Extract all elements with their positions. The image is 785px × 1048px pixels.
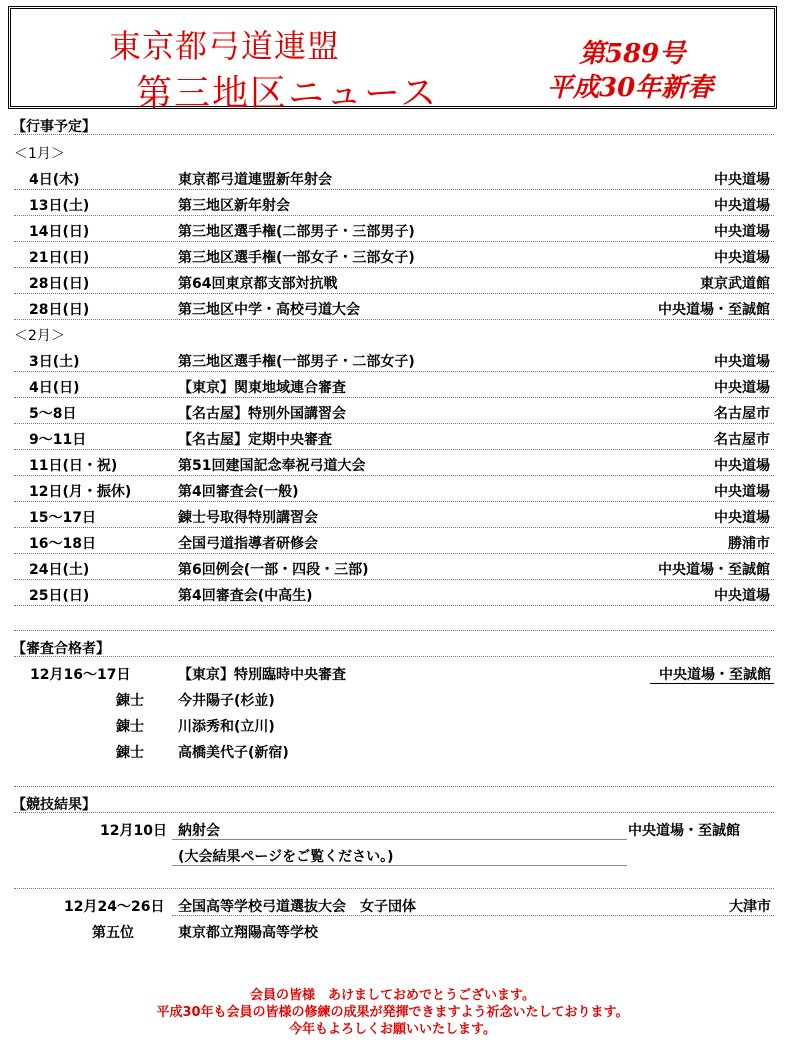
- schedule-venue: 名古屋市: [714, 406, 770, 422]
- schedule-event: 第51回建国記念奉祝弓道大会: [178, 458, 366, 474]
- schedule-event: 第6回例会(一部・四段・三部): [178, 562, 369, 578]
- schedule-venue: 中央道場: [714, 198, 770, 214]
- issue-season: 平成30年新春: [547, 73, 714, 103]
- passer-rank: 錬士: [116, 719, 144, 735]
- divider: [14, 656, 774, 657]
- schedule-row: [14, 216, 774, 242]
- schedule-date: 12日(月・振休): [29, 484, 132, 500]
- schedule-venue: 中央道場・至誠館: [658, 562, 770, 578]
- passer-name: 今井陽子(杉並): [178, 693, 275, 709]
- schedule-event: 【東京】関東地域連合審査: [178, 380, 346, 396]
- schedule-event: 錬士号取得特別講習会: [178, 510, 318, 526]
- schedule-venue: 中央道場: [714, 354, 770, 370]
- schedule-event: 第三地区中学・高校弓道大会: [178, 302, 360, 318]
- schedule-row: [14, 502, 774, 528]
- schedule-venue: 中央道場・至誠館: [658, 302, 770, 318]
- exam-venue: 中央道場・至誠館: [659, 667, 771, 683]
- schedule-date: 4日(日): [29, 380, 80, 396]
- divider: [14, 134, 774, 135]
- schedule-event: 全国弓道指導者研修会: [178, 536, 318, 552]
- exam-date: 12月16～17日: [30, 667, 131, 683]
- schedule-row: [14, 398, 774, 424]
- divider: [172, 915, 774, 916]
- result-date: 12月10日: [100, 823, 167, 839]
- schedule-row: [14, 294, 774, 320]
- schedule-date: 5～8日: [29, 406, 77, 422]
- schedule-date: 9～11日: [29, 432, 87, 448]
- result-date: 12月24～26日: [64, 899, 165, 915]
- divider: [14, 630, 774, 631]
- greeting-line2: 平成30年も会員の皆様の修練の成果が発揮できますよう祈念いたしております。: [156, 1005, 629, 1020]
- schedule-venue: 中央道場: [714, 588, 770, 604]
- schedule-date: 16～18日: [29, 536, 96, 552]
- schedule-date: 4日(木): [29, 172, 80, 188]
- schedule-venue: 中央道場: [714, 224, 770, 240]
- schedule-event: 第三地区選手権(一部女子・三部女子): [178, 250, 415, 266]
- divider: [172, 839, 627, 840]
- exam-event: 【東京】特別臨時中央審査: [178, 667, 346, 683]
- schedule-date: 13日(土): [29, 198, 90, 214]
- schedule-row: [14, 528, 774, 554]
- schedule-row: [14, 372, 774, 398]
- divider: [172, 865, 627, 866]
- schedule-event: 第4回審査会(中高生): [178, 588, 313, 604]
- schedule-date: 28日(日): [29, 302, 90, 318]
- title-line1: 東京都弓道連盟: [109, 27, 341, 65]
- schedule-row: [14, 424, 774, 450]
- divider: [14, 888, 774, 889]
- schedule-event: 東京都弓道連盟新年射会: [178, 172, 332, 188]
- divider: [14, 812, 774, 813]
- result-school: 東京都立翔陽高等学校: [178, 925, 318, 941]
- schedule-venue: 中央道場: [714, 458, 770, 474]
- greeting-line3: 今年もよろしくお願いいたします。: [289, 1022, 496, 1037]
- schedule-row: [14, 268, 774, 294]
- divider: [650, 683, 774, 684]
- schedule-date: 25日(日): [29, 588, 90, 604]
- schedule-event: 第三地区選手権(一部男子・二部女子): [178, 354, 415, 370]
- schedule-venue: 勝浦市: [728, 536, 770, 552]
- schedule-event: 第三地区新年射会: [178, 198, 290, 214]
- result-venue: 大津市: [729, 899, 771, 915]
- result-venue: 中央道場・至誠館: [628, 823, 740, 839]
- schedule-row: [14, 580, 774, 606]
- result-note: (大会結果ページをご覧ください。): [178, 849, 394, 865]
- schedule-date: 24日(土): [29, 562, 90, 578]
- passers-heading: 【審査合格者】: [12, 641, 110, 657]
- schedule-row: [14, 476, 774, 502]
- schedule-heading: 【行事予定】: [12, 119, 96, 135]
- schedule-venue: 東京武道館: [700, 276, 770, 292]
- passer-name: 川添秀和(立川): [178, 719, 275, 735]
- schedule-venue: 中央道場: [714, 380, 770, 396]
- schedule-row: [14, 242, 774, 268]
- schedule-row: [14, 450, 774, 476]
- issue-number: 第589号: [579, 39, 686, 69]
- schedule-date: 21日(日): [29, 250, 90, 266]
- greeting-line1: 会員の皆様 あけましておめでとうございます。: [250, 988, 535, 1003]
- schedule-event: 第64回東京都支部対抗戦: [178, 276, 338, 292]
- passer-rank: 錬士: [116, 693, 144, 709]
- schedule-date: 28日(日): [29, 276, 90, 292]
- schedule-venue: 中央道場: [714, 484, 770, 500]
- result-event: 全国高等学校弓道選抜大会 女子団体: [178, 899, 416, 915]
- title-line2: 第三地区ニュース: [136, 73, 439, 114]
- schedule-event: 第4回審査会(一般): [178, 484, 299, 500]
- schedule-event: 第三地区選手権(二部男子・三部男子): [178, 224, 415, 240]
- schedule-row: [14, 554, 774, 580]
- result-place: 第五位: [92, 925, 134, 941]
- schedule-row: [14, 190, 774, 216]
- schedule-row: [14, 164, 774, 190]
- schedule-venue: 中央道場: [714, 510, 770, 526]
- schedule-date: 14日(日): [29, 224, 90, 240]
- schedule-row: [14, 346, 774, 372]
- schedule-event: 【名古屋】定期中央審査: [178, 432, 332, 448]
- schedule-venue: 中央道場: [714, 172, 770, 188]
- schedule-venue: 名古屋市: [714, 432, 770, 448]
- january-label: ＜1月＞: [14, 146, 65, 162]
- passer-name: 高橋美代子(新宿): [178, 745, 289, 761]
- passer-rank: 錬士: [116, 745, 144, 761]
- result-event: 納射会: [178, 823, 220, 839]
- divider: [14, 786, 774, 787]
- schedule-venue: 中央道場: [714, 250, 770, 266]
- schedule-event: 【名古屋】特別外国講習会: [178, 406, 346, 422]
- newsletter-header: [8, 6, 777, 114]
- february-label: ＜2月＞: [14, 328, 65, 344]
- results-heading: 【競技結果】: [12, 797, 96, 813]
- schedule-date: 15～17日: [29, 510, 96, 526]
- schedule-date: 11日(日・祝): [29, 458, 118, 474]
- schedule-date: 3日(土): [29, 354, 80, 370]
